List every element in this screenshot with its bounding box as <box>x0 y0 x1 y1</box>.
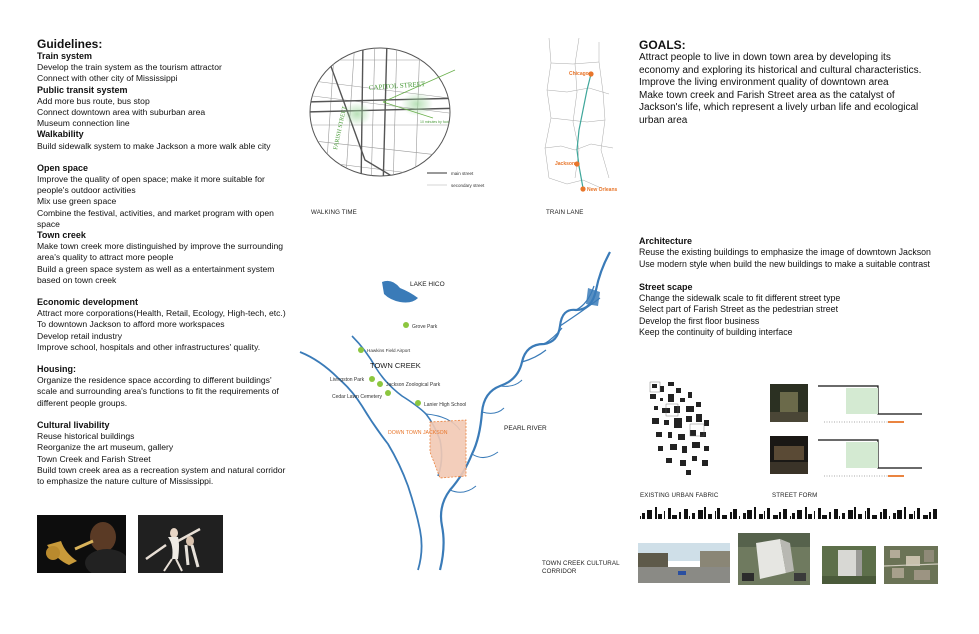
goal-paragraph: Make town creek and Farish Street area as the catalyst of Jackson's life, which represent a lively urban life and ecological urban area <box>639 89 919 126</box>
section-gap <box>37 286 287 297</box>
skyline-building <box>872 515 877 519</box>
town-creek-map <box>300 240 620 570</box>
skyline-building <box>834 509 838 519</box>
tower-image <box>822 546 876 584</box>
skyline-building <box>722 515 727 519</box>
section-item: Add more bus route, bus stop <box>37 95 150 106</box>
skyline-building <box>779 512 781 519</box>
section-item: Reorganize the art museum, gallery <box>37 442 174 453</box>
section-title: Housing: <box>37 364 76 375</box>
goals-paragraphs <box>639 52 929 128</box>
skyline-building <box>883 509 887 519</box>
section-title: Walkability <box>37 129 84 140</box>
skyline-building <box>829 512 831 519</box>
ballet-dancers-image <box>138 515 223 573</box>
skyline-building <box>689 516 690 519</box>
architecture-item: Use modern style when build the new buildings to make a suitable contrast <box>639 258 930 269</box>
section-title: Cultural livability <box>37 419 110 430</box>
goal-paragraph: Improve the living environment quality of downtown area <box>639 77 889 89</box>
skyline-building <box>655 507 657 519</box>
section-item: Build sidewalk system to make Jackson a more walk able city <box>37 140 271 151</box>
skyline-building <box>684 509 688 519</box>
skyline-building <box>822 515 827 519</box>
skyline-building <box>914 511 915 519</box>
guidelines-column <box>37 38 287 487</box>
street-photo-night <box>770 436 808 474</box>
jackson-label: Jackson <box>555 161 576 167</box>
urban-fabric-caption: EXISTING URBAN FABRIC <box>640 492 719 499</box>
streetscape-item: Select part of Farish Street as the pedestrian street <box>639 304 839 315</box>
skyline-building <box>893 513 896 519</box>
guidelines-sections <box>37 51 287 487</box>
skyline-strip <box>640 506 940 520</box>
skyline-building <box>767 508 770 519</box>
architecture-items <box>639 247 939 270</box>
section-title: Open space <box>37 162 89 173</box>
section-gap <box>37 152 287 163</box>
skyline-building <box>848 510 853 519</box>
zoo-label: Jackson Zoological Park <box>386 382 441 388</box>
building-aerial-photo <box>738 533 810 585</box>
skyline-building <box>698 510 703 519</box>
lake-hico-label: LAKE HICO <box>410 281 445 288</box>
section-item: Connect with other city of Mississippi <box>37 73 178 84</box>
skyline-building <box>773 515 778 519</box>
skyline-building <box>923 515 928 519</box>
saxophone-photo <box>37 515 126 573</box>
skyline-building <box>909 514 913 519</box>
skyline-building <box>668 508 671 519</box>
skyline-building <box>733 509 737 519</box>
downtown-jackson-label: DOWN TOWN JACKSON <box>388 430 448 436</box>
train-lane-caption: TRAIN LANE <box>546 209 584 216</box>
skyline-building <box>808 514 812 519</box>
section-item: Make town creek more distinguished by improve the surrounding area's quality to attract more people <box>37 241 284 263</box>
guidelines-title: Guidelines: <box>37 37 103 51</box>
skyline-building <box>658 514 662 519</box>
minutes-label: 10 minutes by foot <box>420 120 449 124</box>
town-creek-caption <box>542 560 632 576</box>
cedar-lawn-label: Cedar Lawn Cemetery <box>332 394 383 400</box>
section-item: Reuse historical buildings <box>37 431 135 442</box>
skyline-building <box>797 510 802 519</box>
goals-block <box>639 38 929 128</box>
section-gap <box>37 409 287 420</box>
skyline-building <box>897 510 902 519</box>
section-item: Combine the festival, activities, and market program with open space <box>37 207 274 229</box>
skyline-building <box>867 508 870 519</box>
skyline-building <box>708 514 712 519</box>
section-item: Organize the residence space according to different buildings' scale and surrounding area's functions to fit the requirements of different people groups. <box>37 375 279 408</box>
skyline-building <box>814 511 815 519</box>
skyline-building <box>640 516 641 519</box>
section-item: Build town creek area as a recreation system and natural corridor to emphasize the nature culture of Mississippi. <box>37 464 286 486</box>
walking-time-caption: WALKING TIME <box>311 209 357 216</box>
skyline-building <box>933 509 937 519</box>
streetscape-item: Develop the first floor business <box>639 315 760 326</box>
new-orleans-label: New Orleans <box>587 187 618 193</box>
skyline-building <box>692 513 695 519</box>
farish-street-label: FARISH STREET <box>333 105 349 151</box>
aerial-neighborhood-photo <box>884 546 938 584</box>
skyline-building <box>790 516 791 519</box>
capitol-street-label: CAPITOL STREET <box>368 80 426 92</box>
skyline-building <box>672 515 677 519</box>
section-item: Improve school, hospitals and other infrastructures' quality. <box>37 341 261 352</box>
skyline-building <box>764 511 765 519</box>
street-view-image <box>638 543 730 583</box>
skyline-building <box>917 508 920 519</box>
grove-park-label: Grove Park <box>412 324 438 330</box>
skyline-building <box>839 516 840 519</box>
legend-main-street: main street <box>451 171 474 176</box>
skyline-building <box>747 510 752 519</box>
building-aerial-image <box>738 533 810 585</box>
section-gap <box>37 353 287 364</box>
train-lane-map <box>539 38 619 198</box>
skyline-building <box>717 508 720 519</box>
street-night-image <box>770 436 808 474</box>
skyline-building <box>759 514 763 519</box>
skyline-building <box>715 511 716 519</box>
architecture-block <box>639 236 939 338</box>
aerial-neighborhood-image <box>884 546 938 584</box>
skyline-building <box>904 507 906 519</box>
street-photo-day <box>770 384 808 422</box>
skyline-building <box>818 508 821 519</box>
streetscape-title: Street scape <box>639 281 693 292</box>
section-item: Mix use green space <box>37 196 117 207</box>
section-item: Develop the train system as the tourism attractor <box>37 62 222 73</box>
streetscape-item: Keep the continuity of building interface <box>639 327 793 338</box>
streetscape-items <box>639 293 939 338</box>
section-item: Build a green space system as well as a entertainment system based on town creek <box>37 263 275 285</box>
street-form-caption: STREET FORM <box>772 492 818 499</box>
street-day-image <box>770 384 808 422</box>
skyline-building <box>743 513 746 519</box>
lanier-school-label: Lanier High School <box>424 402 467 408</box>
town-creek-caption-text: TOWN CREEK CULTURAL CORRIDOR <box>542 560 620 575</box>
section-item: Attract more corporations(Health, Retail, Ecology, High-tech, etc.) To downtown Jackson to afford more workspaces <box>37 308 286 330</box>
street-view-photo <box>638 543 730 583</box>
section-item: Develop retail industry <box>37 330 123 341</box>
section-item: Improve the quality of open space; make it more suitable for people's outdoor activities <box>37 174 265 196</box>
section-item: Connect downtown area with suburban area <box>37 107 206 118</box>
section-title: Train system <box>37 51 93 61</box>
skyline-building <box>854 507 856 519</box>
dancers-photo <box>138 515 223 573</box>
skyline-building <box>929 512 931 519</box>
skyline-building <box>842 513 845 519</box>
section-item: Town Creek and Farish Street <box>37 453 151 464</box>
urban-fabric-map <box>646 380 716 480</box>
walking-time-map <box>305 40 505 210</box>
goal-paragraph: Attract people to live in down town area by developing its economy and exploring its historical and cultural characteristics. <box>639 52 922 76</box>
section-title: Town creek <box>37 230 86 241</box>
skyline-building <box>679 512 681 519</box>
hawkins-airport-label: Hawkins Field Airport <box>367 348 411 353</box>
tower-photo <box>822 546 876 584</box>
architecture-title: Architecture <box>639 236 693 246</box>
skyline-building <box>754 507 756 519</box>
section-title: Public transit system <box>37 84 128 95</box>
legend-secondary-street: secondary street <box>451 183 485 188</box>
skyline-building <box>880 512 882 519</box>
skyline-building <box>704 507 706 519</box>
skyline-building <box>730 512 732 519</box>
streetscape-item: Change the sidewalk scale to fit different street type <box>639 293 841 304</box>
livingston-park-label: Livingston Park <box>330 377 365 383</box>
skyline-building <box>792 513 795 519</box>
skyline-building <box>664 511 665 519</box>
street-section-top <box>818 382 922 430</box>
skyline-building <box>889 516 890 519</box>
skyline-building <box>642 513 645 519</box>
skyline-building <box>783 509 787 519</box>
town-creek-label: TOWN CREEK <box>370 361 421 370</box>
skyline-building <box>805 507 807 519</box>
saxophone-player-image <box>37 515 126 573</box>
architecture-item: Reuse the existing buildings to emphasize the image of downtown Jackson <box>639 247 931 258</box>
skyline-building <box>858 514 862 519</box>
chicago-label: Chicago <box>569 71 589 77</box>
skyline-building <box>865 511 866 519</box>
goals-title: GOALS: <box>639 38 686 52</box>
section-item: Museum connection line <box>37 118 130 129</box>
skyline-building <box>647 510 652 519</box>
skyline-building <box>739 516 740 519</box>
section-title: Economic development <box>37 297 139 308</box>
pearl-river-label: PEARL RIVER <box>504 425 547 432</box>
street-section-bottom <box>818 436 922 484</box>
